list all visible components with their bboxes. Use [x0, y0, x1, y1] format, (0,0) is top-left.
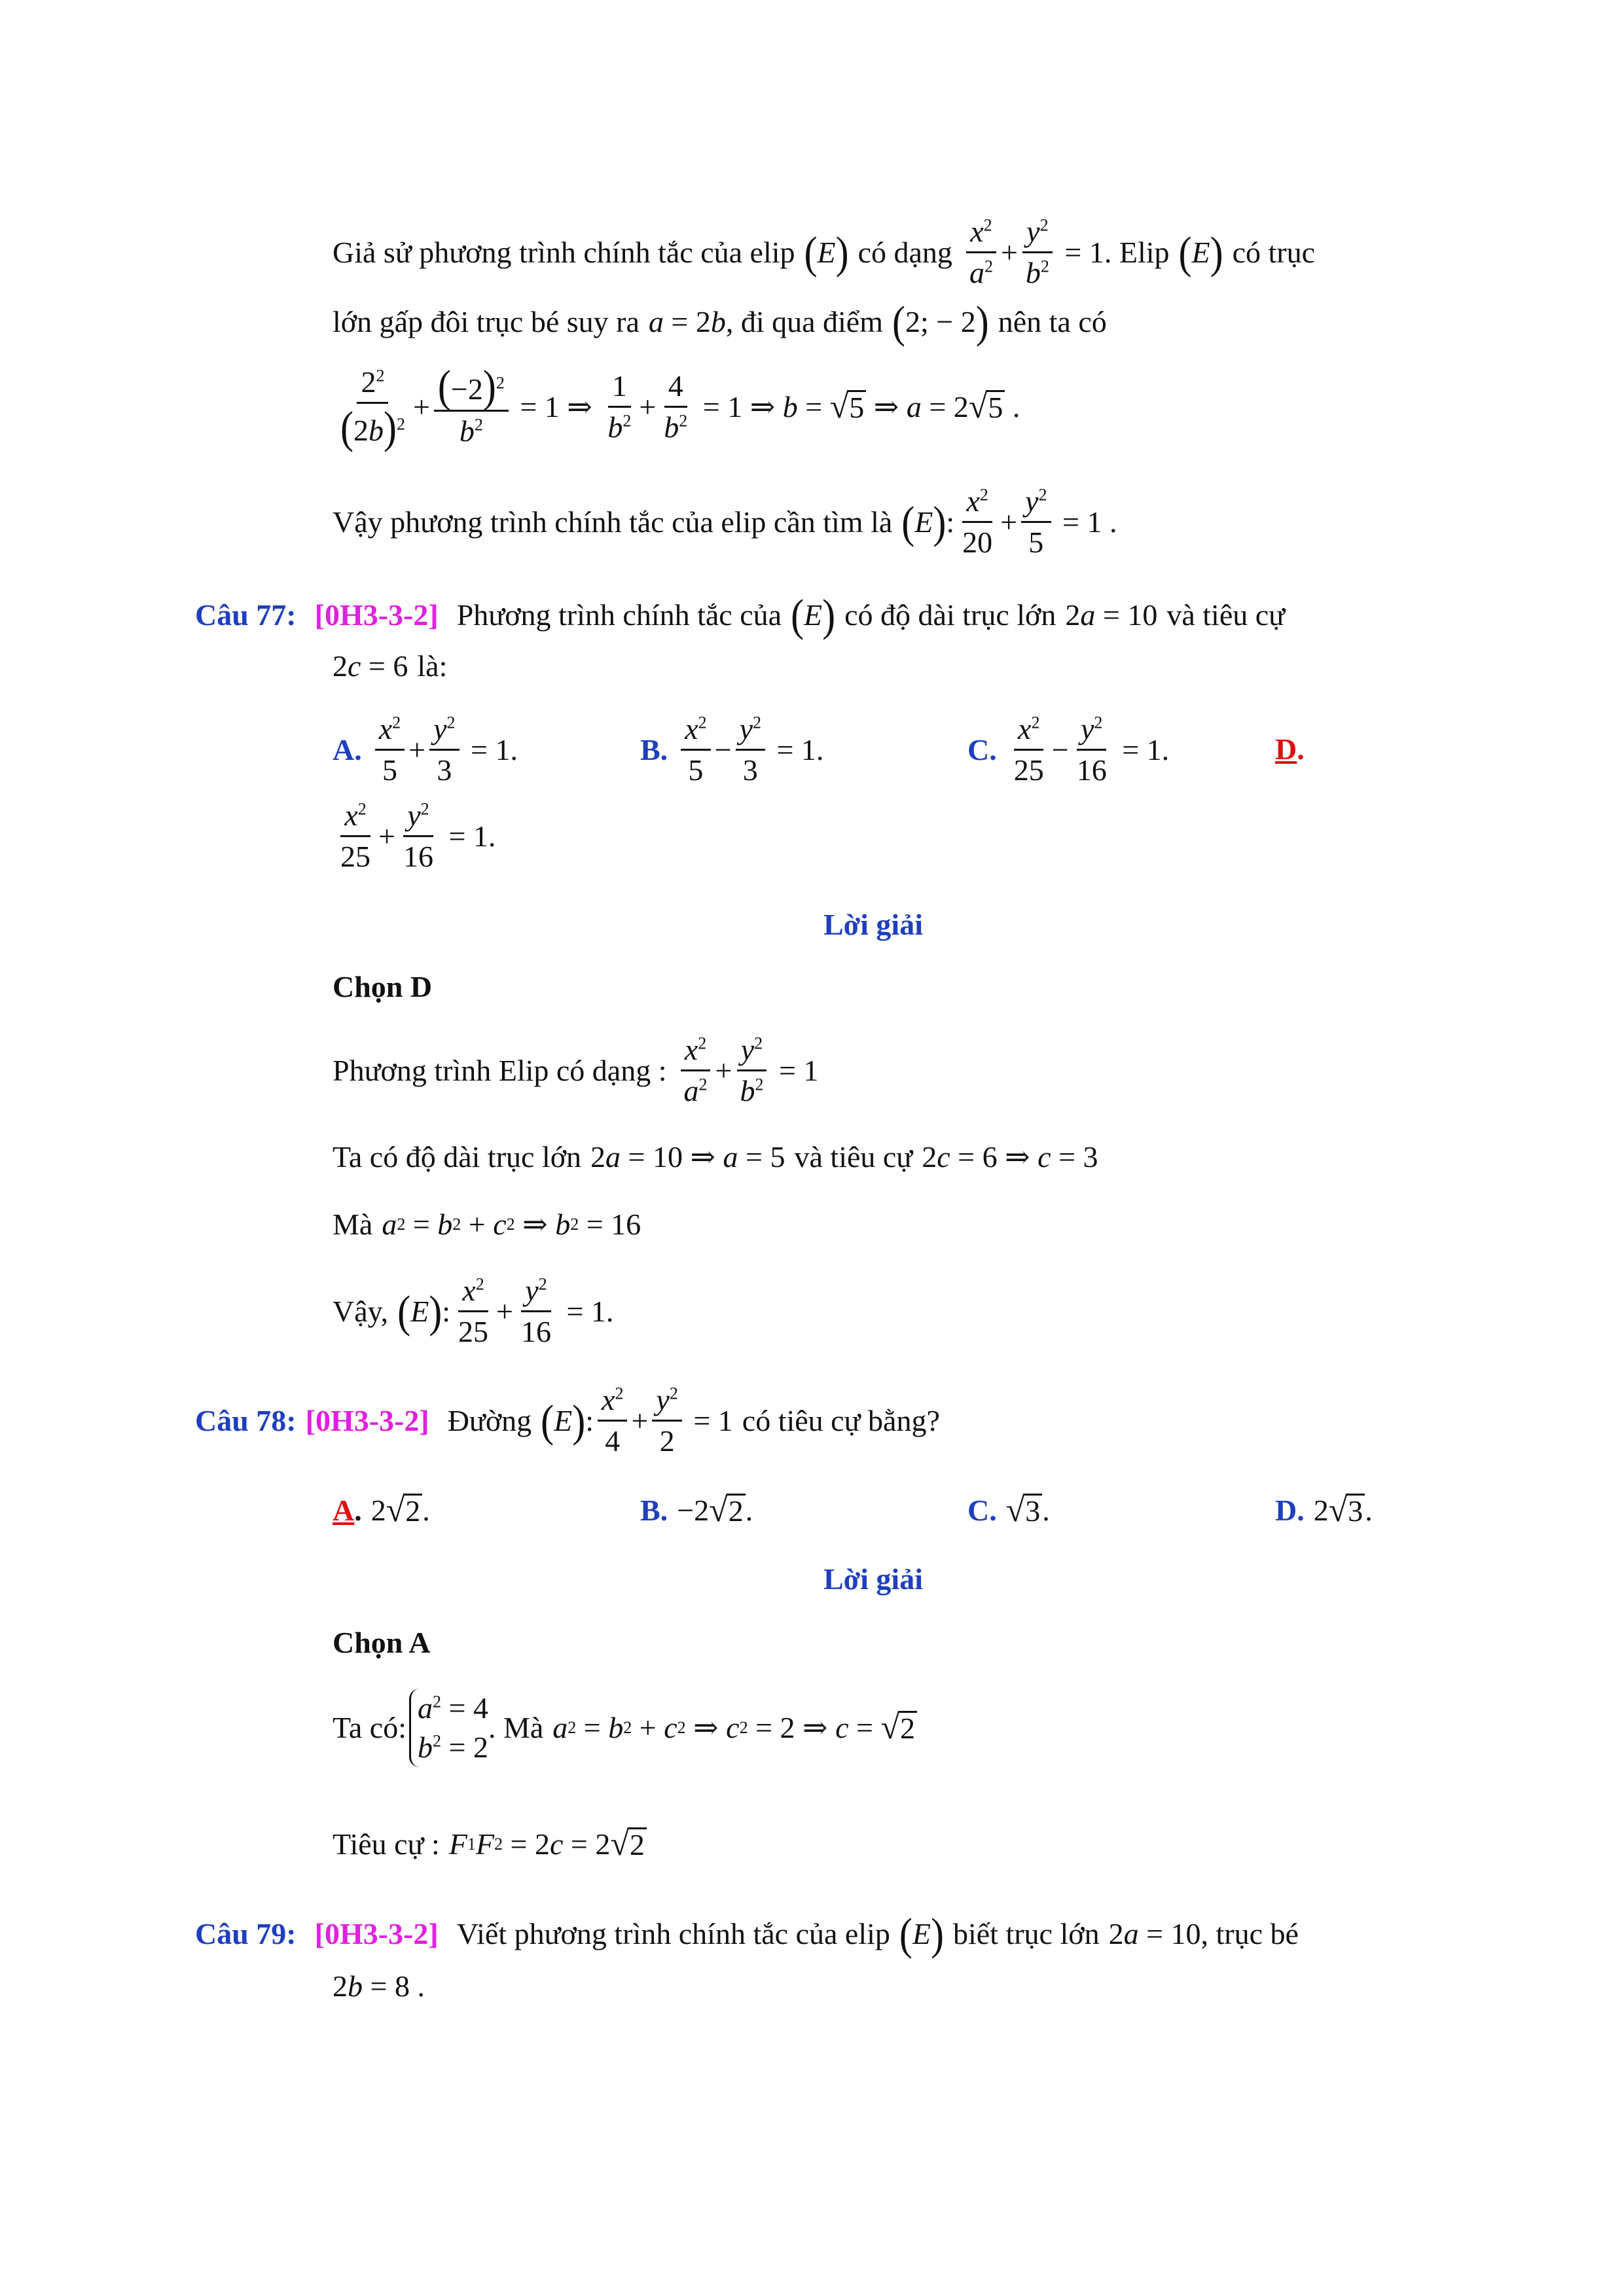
solution-line-1: Phương trình Elip có dạng : $\frac{x^2}{a^2}$ + $\frac{y^2}{b^2}$ = 1 — [333, 1033, 819, 1108]
solution-line-3: Mà a 2 = b 2 + c 2 ⇒ b 2 = 16 — [333, 1208, 641, 1241]
option-c[interactable]: C. √ 3 . — [967, 1492, 1050, 1529]
intro-text: . Elip — [1104, 235, 1170, 269]
option-label: C. — [967, 732, 997, 766]
intro-text: nên ta có — [998, 305, 1107, 338]
intro-text: Vậy phương trình chính tắc của elip cần tìm là — [333, 505, 893, 539]
option-label: C. — [967, 1494, 997, 1527]
chosen-answer: Chọn A — [333, 1626, 431, 1659]
solution-text: . Mà — [488, 1710, 544, 1744]
option-d-formula: $\frac{x^2}{25}$ + $\frac{y^2}{16}$ = 1. — [340, 798, 496, 874]
question-text: và tiêu cự — [1166, 598, 1286, 632]
solution-text: Ta có: — [333, 1710, 407, 1744]
question-text: , trục bé — [1200, 1917, 1299, 1950]
question-79: Câu 79: [0H3-3-2] Viết phương trình chính tắc của elip ( E ) biết trục lớn 2 a = 10 , trục bé — [195, 1909, 1299, 1959]
solution-line-2: Tiêu cự : F 1 F 2 = 2 c = 2 √ 2 — [333, 1827, 647, 1861]
question-text: Viết phương trình chính tắc của elip — [456, 1917, 890, 1950]
intro-text: có dạng — [857, 235, 952, 269]
option-label-answer: A — [333, 1494, 355, 1527]
question-text: biết trục lớn — [952, 1917, 1100, 1950]
question-text: có độ dài trục lớn — [844, 598, 1056, 632]
question-text: là: — [417, 649, 448, 683]
intro-line-3: $\frac{2^2}{(2b)^2}$ + $\frac{(-2)^2}{b^2}$ = 1 ⇒ $\frac{1}{b^2}$ + $\frac{4}{b^2}$ = 1 ⇒ b = √ 5 ⇒ a = 2 √ 5 . — [333, 367, 1020, 447]
option-label-answer: D — [1275, 732, 1297, 766]
intro-text: , đi qua điểm — [725, 305, 884, 338]
option-d[interactable]: D . — [1275, 732, 1305, 766]
option-label: A. — [333, 732, 362, 766]
fraction: $\frac{y^2}{b^2}$ — [1022, 216, 1053, 289]
intro-line-1: Giả sử phương trình chính tắc của elip ( E ) có dạng $\frac{x^2}{a^2}$ + $\frac{y^2}{b^2}$ = 1 . Elip ( E ) có trục — [333, 215, 1316, 290]
solution-text: Vậy, — [333, 1294, 389, 1328]
intro-text: lớn gấp đôi trục bé suy ra — [333, 305, 640, 338]
option-label: B. — [640, 1494, 668, 1527]
option-label: D. — [1275, 1494, 1305, 1527]
question-tag: [0H3-3-2] — [305, 1403, 429, 1437]
solution-text: và tiêu cự — [794, 1140, 913, 1174]
solution-title: Lời giải — [823, 1562, 923, 1596]
intro-text: có trục — [1232, 235, 1316, 269]
question-label: Câu 79: — [195, 1917, 297, 1950]
option-b[interactable]: B. $\frac{x^2}{5}$ − $\frac{y^2}{3}$ = 1. — [640, 712, 824, 787]
option-label: B. — [640, 732, 668, 766]
solution-text: Mà — [333, 1208, 373, 1241]
option-c[interactable]: C. $\frac{x^2}{25}$ − $\frac{y^2}{16}$ = 1. — [967, 712, 1170, 787]
intro-line-4: Vậy phương trình chính tắc của elip cần tìm là ( E ) : $\frac{x^2}{20}$ + $\frac{y^2}{5}$ = 1 . — [333, 484, 1117, 560]
equation-system: $a^2 = 4$ $b^2 = 2$ — [409, 1689, 488, 1767]
question-text: có tiêu cự bằng? — [742, 1403, 940, 1437]
intro-line-2: lớn gấp đôi trục bé suy ra a = 2 b , đi qua điểm ( 2; − 2 ) nên ta có — [333, 297, 1107, 347]
question-label: Câu 78: — [195, 1403, 297, 1437]
question-77-line-2: 2 c = 6 là: — [333, 649, 448, 683]
solution-text: Tiêu cự : — [333, 1827, 440, 1861]
fraction: $\frac{x^2}{20}$ — [962, 484, 993, 560]
solution-line-2: Ta có độ dài trục lớn 2 a = 10 ⇒ a = 5 và tiêu cự 2 c = 6 ⇒ c = 3 — [333, 1140, 1098, 1174]
option-a[interactable]: A . 2 √ 2 . — [333, 1492, 430, 1529]
question-text: Đường — [447, 1403, 532, 1437]
fraction: $\frac{(-2)^2}{b^2}$ — [434, 367, 509, 447]
fraction: $\frac{4}{b^2}$ — [664, 368, 688, 444]
solution-title: Lời giải — [823, 908, 923, 941]
fraction: $\frac{y^2}{5}$ — [1021, 486, 1051, 559]
sqrt: √ 5 — [830, 390, 867, 424]
option-b[interactable]: B. −2 √ 2 . — [640, 1492, 753, 1529]
intro-text: Giả sử phương trình chính tắc của elip — [333, 235, 795, 269]
question-label: Câu 77: — [195, 598, 297, 632]
solution-line-4: Vậy, ( E ) : $\frac{x^2}{25}$ + $\frac{y^2}{16}$ = 1. — [333, 1274, 614, 1349]
question-text: Phương trình chính tắc của — [456, 598, 782, 632]
fraction: $\frac{2^2}{(2b)^2}$ — [340, 365, 405, 453]
chosen-answer: Chọn D — [333, 970, 433, 1003]
question-tag: [0H3-3-2] — [314, 1917, 439, 1950]
sqrt: √ 5 — [969, 390, 1005, 424]
solution-text: Phương trình Elip có dạng : — [333, 1053, 667, 1087]
fraction: $\frac{1}{b^2}$ — [607, 368, 632, 444]
question-tag: [0H3-3-2] — [314, 598, 439, 632]
question-78: Câu 78: [0H3-3-2] Đường ( E ) : $\frac{x^2}{4}$ + $\frac{y^2}{2}$ = 1 có tiêu cự bằng? — [195, 1383, 940, 1458]
solution-line-1: Ta có: $a^2 = 4$ $b^2 = 2$ . Mà a 2 = b 2 + c 2 ⇒ c 2 = 2 ⇒ c = √ 2 — [333, 1689, 917, 1767]
solution-text: Ta có độ dài trục lớn — [333, 1140, 582, 1174]
fraction: $\frac{x^2}{a^2}$ — [965, 216, 997, 289]
question-79-line-2: 2 b = 8 . — [333, 1969, 425, 2003]
option-d[interactable]: D. 2 √ 3 . — [1275, 1492, 1373, 1529]
option-a[interactable]: A. $\frac{x^2}{5}$ + $\frac{y^2}{3}$ = 1. — [333, 712, 518, 787]
question-77: Câu 77: [0H3-3-2] Phương trình chính tắc của ( E ) có độ dài trục lớn 2 a = 10 và tiêu cự — [195, 590, 1286, 640]
